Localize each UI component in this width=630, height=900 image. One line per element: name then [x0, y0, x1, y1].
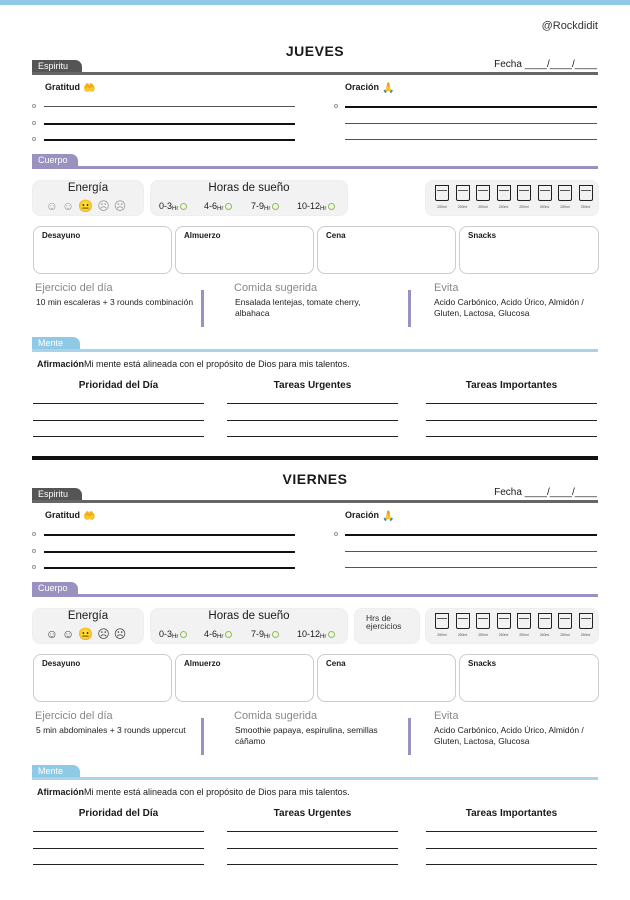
- gratitud-line[interactable]: [44, 551, 295, 553]
- afirmacion-text: Mi mente está alineada con el propósito de Dios para mis talentos.: [84, 787, 350, 797]
- water-amount-label: 250ml: [478, 633, 488, 637]
- day-section-jueves: [0, 40, 630, 460]
- task-line[interactable]: [33, 831, 204, 832]
- meal-box-cena[interactable]: [317, 226, 456, 274]
- gratitud-bullet: [32, 137, 36, 141]
- water-amount-label: 250ml: [498, 205, 509, 209]
- meal-box-snacks[interactable]: [459, 226, 599, 274]
- evita-text: Acido Carbónico, Acido Úrico, Almidón / Gluten, Lactosa, Glucosa: [434, 725, 584, 746]
- task-line[interactable]: [227, 831, 398, 832]
- meal-label: Almuerzo: [184, 659, 221, 668]
- water-tracker-box: [425, 608, 599, 644]
- sleep-box: [150, 608, 348, 644]
- glass-icon[interactable]: [497, 185, 511, 201]
- water-amount-label: 250ml: [437, 633, 447, 637]
- radio-circle-icon[interactable]: [180, 203, 187, 210]
- gratitud-line[interactable]: [44, 106, 295, 107]
- sleep-unit: Hr: [264, 634, 271, 640]
- radio-circle-icon[interactable]: [328, 203, 335, 210]
- sleep-unit: Hr: [320, 634, 327, 640]
- ejercicio-text: 10 min escaleras + 3 rounds combinación: [36, 297, 194, 307]
- gratitud-text: Gratitud: [45, 82, 80, 92]
- radio-circle-icon[interactable]: [180, 631, 187, 638]
- water-amount-label: 250ml: [560, 633, 570, 637]
- task-line[interactable]: [227, 436, 398, 437]
- oracion-text: Oración: [345, 510, 380, 520]
- sleep-range: 7-9: [251, 629, 265, 639]
- day-section-viernes: [0, 468, 630, 888]
- oracion-line[interactable]: [345, 534, 597, 536]
- glass-icon[interactable]: [476, 613, 490, 629]
- sleep-range: 10-12: [297, 201, 321, 211]
- oracion-text: Oración: [345, 82, 380, 92]
- cuerpo-rule: [32, 594, 598, 597]
- exercise-hours-label: Hrs de ejercicios: [366, 613, 402, 631]
- meal-box-almuerzo[interactable]: [175, 654, 314, 702]
- sleep-option[interactable]: [297, 201, 335, 212]
- cuerpo-rule: [32, 166, 598, 169]
- meal-label: Snacks: [468, 659, 497, 668]
- sleep-option[interactable]: [204, 629, 232, 640]
- gratitud-line[interactable]: [44, 139, 295, 141]
- task-line[interactable]: [227, 403, 398, 404]
- face-scale-icons[interactable]: ☺☺😐☹☹: [45, 199, 131, 213]
- sleep-unit: Hr: [172, 634, 179, 640]
- task-line[interactable]: [426, 848, 597, 849]
- energy-box: [32, 180, 144, 216]
- evita-text: Acido Carbónico, Acido Úrico, Almidón / Gluten, Lactosa, Glucosa: [434, 297, 584, 318]
- gratitud-bullet: [32, 104, 36, 108]
- water-amount-label: 250ml: [519, 205, 529, 209]
- meal-box-desayuno[interactable]: [33, 654, 172, 702]
- sleep-unit: Hr: [172, 206, 179, 212]
- glass-icon[interactable]: [497, 613, 511, 629]
- hands-heart-icon: 🤲: [83, 511, 96, 522]
- espiritu-rule: [32, 500, 598, 503]
- afirmacion-label: Afirmación: [37, 359, 85, 369]
- afirmacion: [37, 787, 350, 797]
- glass-icon[interactable]: [456, 613, 470, 629]
- task-line[interactable]: [426, 831, 597, 832]
- glass-icon[interactable]: [435, 185, 449, 201]
- task-line[interactable]: [33, 848, 204, 849]
- water-amount-label: 250ml: [519, 633, 529, 637]
- comida-title: Comida sugerida: [234, 710, 318, 722]
- oracion-line[interactable]: [345, 567, 597, 568]
- afirmacion-label: Afirmación: [37, 787, 85, 797]
- water-amount-label: 250ml: [539, 205, 550, 209]
- meal-box-snacks[interactable]: [459, 654, 599, 702]
- sleep-range: 4-6: [204, 629, 218, 639]
- glass-icon[interactable]: [538, 185, 552, 201]
- column-title-col3: Tareas Importantes: [465, 808, 558, 819]
- gratitud-bullet: [32, 549, 36, 553]
- mente-rule: [32, 777, 598, 780]
- glass-icon[interactable]: [579, 185, 593, 201]
- glass-icon[interactable]: [579, 613, 593, 629]
- author-handle: @Rockdidit: [541, 20, 598, 32]
- sleep-label: Horas de sueño: [208, 182, 290, 194]
- task-line[interactable]: [426, 864, 597, 865]
- gratitud-bullet: [32, 565, 36, 569]
- face-scale-icons[interactable]: ☺☺😐☹☹: [45, 627, 131, 641]
- evita-title: Evita: [434, 710, 459, 722]
- afirmacion: [37, 359, 350, 369]
- meal-box-cena[interactable]: [317, 654, 456, 702]
- task-line[interactable]: [426, 420, 597, 421]
- sleep-option[interactable]: [159, 201, 187, 212]
- date-field[interactable]: Fecha ____/____/____: [494, 487, 597, 498]
- oracion-label: [345, 82, 394, 94]
- oracion-label: [345, 510, 394, 522]
- tab-cuerpo: Cuerpo: [32, 582, 78, 594]
- sleep-range: 0-3: [159, 201, 173, 211]
- water-amount-label: 250ml: [498, 633, 509, 637]
- separator-bar: [408, 718, 411, 755]
- glass-icon[interactable]: [435, 613, 449, 629]
- sleep-unit: Hr: [320, 206, 327, 212]
- espiritu-rule: [32, 72, 598, 75]
- ejercicio-title: Ejercicio del día: [35, 282, 113, 294]
- oracion-bullet: [334, 104, 338, 108]
- hands-heart-icon: 🤲: [83, 83, 96, 94]
- meal-label: Almuerzo: [184, 231, 221, 240]
- tab-cuerpo: Cuerpo: [32, 154, 78, 166]
- gratitud-label: [45, 82, 95, 94]
- sleep-option[interactable]: [251, 629, 279, 640]
- energy-label: Energía: [67, 182, 109, 194]
- gratitud-text: Gratitud: [45, 510, 80, 520]
- water-amount-label: 250ml: [457, 633, 468, 637]
- gratitud-bullet: [32, 532, 36, 536]
- exercise-hours-box[interactable]: [354, 180, 420, 216]
- task-line[interactable]: [426, 403, 597, 404]
- day-title: JUEVES: [285, 43, 345, 59]
- sleep-range: 7-9: [251, 201, 265, 211]
- meal-label: Desayuno: [42, 231, 81, 240]
- sleep-option[interactable]: [251, 201, 279, 212]
- gratitud-bullet: [32, 121, 36, 125]
- tab-espiritu: Espiritu: [32, 488, 82, 500]
- sleep-unit: Hr: [264, 206, 271, 212]
- radio-circle-icon[interactable]: [328, 631, 335, 638]
- date-field[interactable]: Fecha ____/____/____: [494, 59, 597, 70]
- sleep-option[interactable]: [204, 201, 232, 212]
- meal-label: Desayuno: [42, 659, 81, 668]
- task-line[interactable]: [33, 420, 204, 421]
- water-amount-label: 250ml: [457, 205, 468, 209]
- sleep-unit: Hr: [217, 206, 224, 212]
- task-line[interactable]: [227, 864, 398, 865]
- afirmacion-text: Mi mente está alineada con el propósito de Dios para mis talentos.: [84, 359, 350, 369]
- top-accent-bar: [0, 0, 630, 5]
- meal-label: Cena: [326, 231, 346, 240]
- task-line[interactable]: [227, 420, 398, 421]
- evita-title: Evita: [434, 282, 459, 294]
- glass-icon[interactable]: [558, 185, 572, 201]
- praying-hands-icon: 🙏: [382, 83, 395, 94]
- glass-icon[interactable]: [538, 613, 552, 629]
- comida-text: Smoothie papaya, espirulina, semillas cáñamo: [235, 725, 378, 746]
- separator-bar: [201, 290, 204, 327]
- ejercicio-title: Ejercicio del día: [35, 710, 113, 722]
- radio-circle-icon[interactable]: [225, 203, 232, 210]
- tab-mente: Mente: [32, 337, 80, 349]
- tab-espiritu: Espiritu: [32, 60, 82, 72]
- ejercicio-text: 5 min abdominales + 3 rounds uppercut: [36, 725, 186, 735]
- task-line[interactable]: [33, 403, 204, 404]
- energy-box: [32, 608, 144, 644]
- glass-icon[interactable]: [558, 613, 572, 629]
- oracion-line[interactable]: [345, 551, 597, 552]
- comida-text: Ensalada lentejas, tomate cherry, albahaca: [235, 297, 361, 318]
- comida-title: Comida sugerida: [234, 282, 318, 294]
- water-amount-label: 250ml: [539, 633, 550, 637]
- praying-hands-icon: 🙏: [382, 511, 395, 522]
- water-amount-label: 250ml: [437, 205, 447, 209]
- radio-circle-icon[interactable]: [272, 631, 279, 638]
- sleep-range: 0-3: [159, 629, 173, 639]
- glass-icon[interactable]: [456, 185, 470, 201]
- sleep-option[interactable]: [297, 629, 335, 640]
- task-line[interactable]: [33, 436, 204, 437]
- radio-circle-icon[interactable]: [272, 203, 279, 210]
- glass-icon[interactable]: [517, 185, 531, 201]
- gratitud-label: [45, 510, 95, 522]
- column-title-col1: Prioridad del Día: [78, 380, 159, 391]
- column-title-col1: Prioridad del Día: [78, 808, 159, 819]
- task-line[interactable]: [426, 436, 597, 437]
- gratitud-line[interactable]: [44, 567, 295, 569]
- separator-bar: [201, 718, 204, 755]
- radio-circle-icon[interactable]: [225, 631, 232, 638]
- glass-icon[interactable]: [517, 613, 531, 629]
- day-divider: [32, 456, 598, 460]
- day-title: VIERNES: [282, 471, 348, 487]
- column-title-col2: Tareas Urgentes: [273, 808, 352, 819]
- sleep-range: 4-6: [204, 201, 218, 211]
- water-amount-label: 250ml: [478, 205, 488, 209]
- water-tracker-box: [425, 180, 599, 216]
- sleep-box: [150, 180, 348, 216]
- column-title-col2: Tareas Urgentes: [273, 380, 352, 391]
- sleep-label: Horas de sueño: [208, 610, 290, 622]
- water-amount-label: 250ml: [580, 205, 591, 209]
- separator-bar: [408, 290, 411, 327]
- meal-box-almuerzo[interactable]: [175, 226, 314, 274]
- sleep-option[interactable]: [159, 629, 187, 640]
- water-amount-label: 250ml: [580, 633, 591, 637]
- task-line[interactable]: [33, 864, 204, 865]
- meal-box-desayuno[interactable]: [33, 226, 172, 274]
- exercise-hours-box[interactable]: [354, 608, 420, 644]
- column-title-col3: Tareas Importantes: [465, 380, 558, 391]
- meal-label: Cena: [326, 659, 346, 668]
- gratitud-line[interactable]: [44, 123, 295, 125]
- oracion-line[interactable]: [345, 139, 597, 140]
- water-amount-label: 250ml: [560, 205, 570, 209]
- oracion-line[interactable]: [345, 123, 597, 124]
- energy-label: Energía: [67, 610, 109, 622]
- glass-icon[interactable]: [476, 185, 490, 201]
- meal-label: Snacks: [468, 231, 497, 240]
- sleep-unit: Hr: [217, 634, 224, 640]
- gratitud-line[interactable]: [44, 534, 295, 536]
- task-line[interactable]: [227, 848, 398, 849]
- sleep-range: 10-12: [297, 629, 321, 639]
- oracion-line[interactable]: [345, 106, 597, 108]
- mente-rule: [32, 349, 598, 352]
- oracion-bullet: [334, 532, 338, 536]
- tab-mente: Mente: [32, 765, 80, 777]
